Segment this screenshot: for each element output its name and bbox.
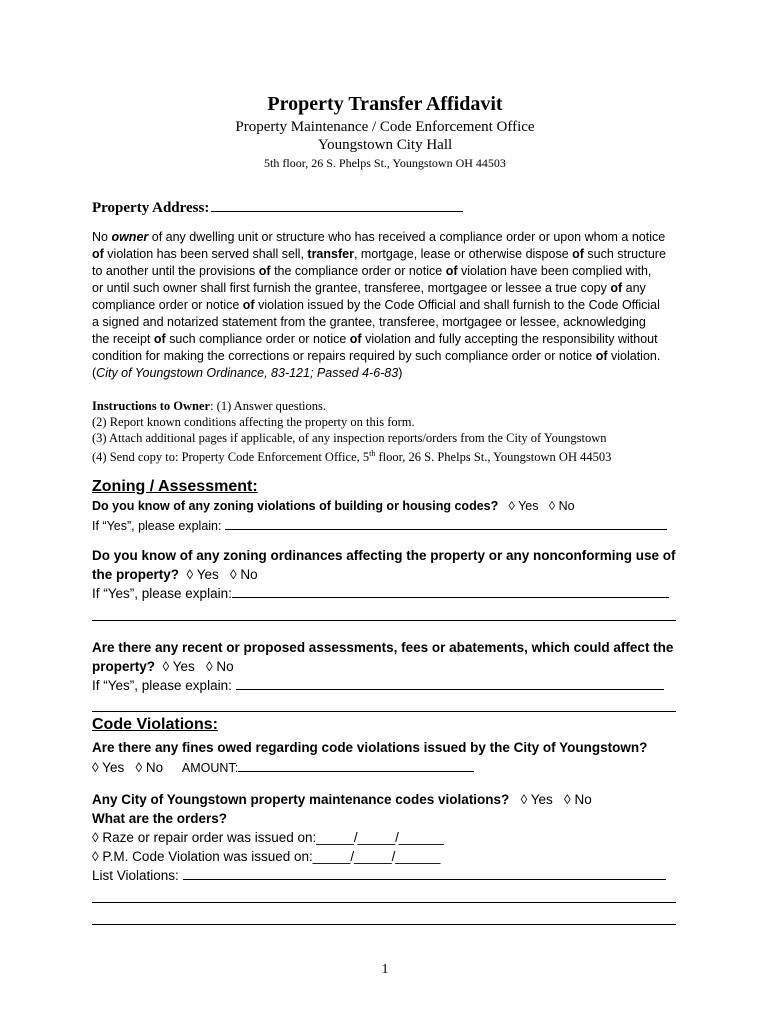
notice-paragraph [92,229,682,382]
notice-line: to another until the provisions of the compliance order or notice of violation have been complied with, [92,264,652,278]
amount-label: AMOUNT: [181,761,239,775]
notice-line: compliance order or notice of violation issued by the Code Official and shall furnish to the Code Official [92,298,660,312]
zoning-q3-line1: Are there any recent or proposed assessments, fees or abatements, which could affect the [92,640,674,655]
notice-citation: (City of Youngstown Ordinance, 83-121; Passed 4-6-83) [92,366,403,380]
zoning-q1: Do you know of any zoning violations of building or housing codes? ◊ Yes ◊ No [92,499,575,513]
instructions [92,398,692,465]
zoning-q3-no[interactable]: ◊ No [206,659,234,674]
zoning-q3-line2: property? ◊ Yes ◊ No [92,659,234,674]
list-violations-row: List Violations: [92,866,666,885]
zoning-q2-yes[interactable]: ◊ Yes [186,567,219,582]
code-q2: Any City of Youngstown property maintenance codes violations? ◊ Yes ◊ No [92,792,592,807]
zoning-q1-no[interactable]: ◊ No [548,499,575,513]
zoning-q3-explain-field[interactable] [236,677,664,690]
zoning-q2-explain-field[interactable] [232,585,669,598]
zoning-q1-explain-field[interactable] [225,517,667,530]
notice-line: of violation has been served shall sell, transfer, mortgage, lease or otherwise dispose of such structure [92,247,666,261]
zoning-q2-line2: the property? ◊ Yes ◊ No [92,567,258,582]
zoning-q2-no[interactable]: ◊ No [230,567,258,582]
zoning-q2-line1: Do you know of any zoning ordinances affecting the property or any nonconforming use of [92,548,676,563]
page-number: 1 [381,962,389,977]
office-address: 5th floor, 26 S. Phelps St., Youngstown OH 44503 [264,156,506,170]
instructions-line-4: (4) Send copy to: Property Code Enforcement Office, 5th floor, 26 S. Phelps St., Youngstown OH 44503 [92,449,612,465]
zoning-q3-explain: If “Yes”, please explain: [92,676,664,695]
raze-order-field[interactable]: ◊ Raze or repair order was issued on:_____/_____/______ [92,830,444,845]
list-violations-line-3[interactable] [92,924,676,925]
code-q1-yes[interactable]: ◊ Yes [92,760,125,775]
notice-line: a signed and notarized statement from the grantee, transferee, mortgagee or lessee, acknowledging [92,315,646,329]
zoning-q1-yes[interactable]: ◊ Yes [508,499,539,513]
zoning-heading: Zoning / Assessment: [92,478,258,495]
zoning-q3-yes[interactable]: ◊ Yes [162,659,195,674]
pm-violation-field[interactable]: ◊ P.M. Code Violation was issued on:_____/_____/______ [92,849,441,864]
zoning-q3-extra-line[interactable] [92,711,676,712]
amount-field[interactable] [238,759,474,772]
building-name: Youngstown City Hall [317,137,453,153]
office-name: Property Maintenance / Code Enforcement Office [235,119,535,135]
list-violations-field[interactable] [183,867,666,880]
instructions-line-3: (3) Attach additional pages if applicable, of any inspection reports/orders from the City of Youngstown [92,431,607,445]
zoning-q1-explain: If “Yes”, please explain: [92,517,667,535]
code-q2-orders: What are the orders? [92,811,228,826]
notice-line: No owner of any dwelling unit or structure who has received a compliance order or upon whom a notice [92,230,666,244]
zoning-q2-extra-line[interactable] [92,620,676,621]
notice-line: condition for making the corrections or repairs required by such compliance order or notice of violation. [92,349,661,363]
code-q1: Are there any fines owed regarding code violations issued by the City of Youngstown? [92,740,648,755]
code-violations-heading: Code Violations: [92,716,218,733]
property-address-row [92,199,463,217]
notice-line: the receipt of such compliance order or notice of violation and fully accepting the responsibility without [92,332,658,346]
code-q2-yes[interactable]: ◊ Yes [520,792,553,807]
code-q2-no[interactable]: ◊ No [564,792,592,807]
document-title: Property Transfer Affidavit [267,93,503,115]
code-q1-no[interactable]: ◊ No [135,760,164,775]
list-violations-line-2[interactable] [92,902,676,903]
instructions-line-2: (2) Report known conditions affecting the property on this form. [92,415,415,429]
property-address-label: Property Address: [92,200,210,216]
property-address-field[interactable] [211,199,463,212]
instructions-line-1: Instructions to Owner: (1) Answer questions. [92,399,327,413]
notice-line: or until such owner shall first furnish the grantee, transferee, mortgagee or lessee a true copy of any [92,281,646,295]
code-q1-answer [92,758,474,778]
zoning-q2-explain: If “Yes”, please explain: [92,584,669,603]
